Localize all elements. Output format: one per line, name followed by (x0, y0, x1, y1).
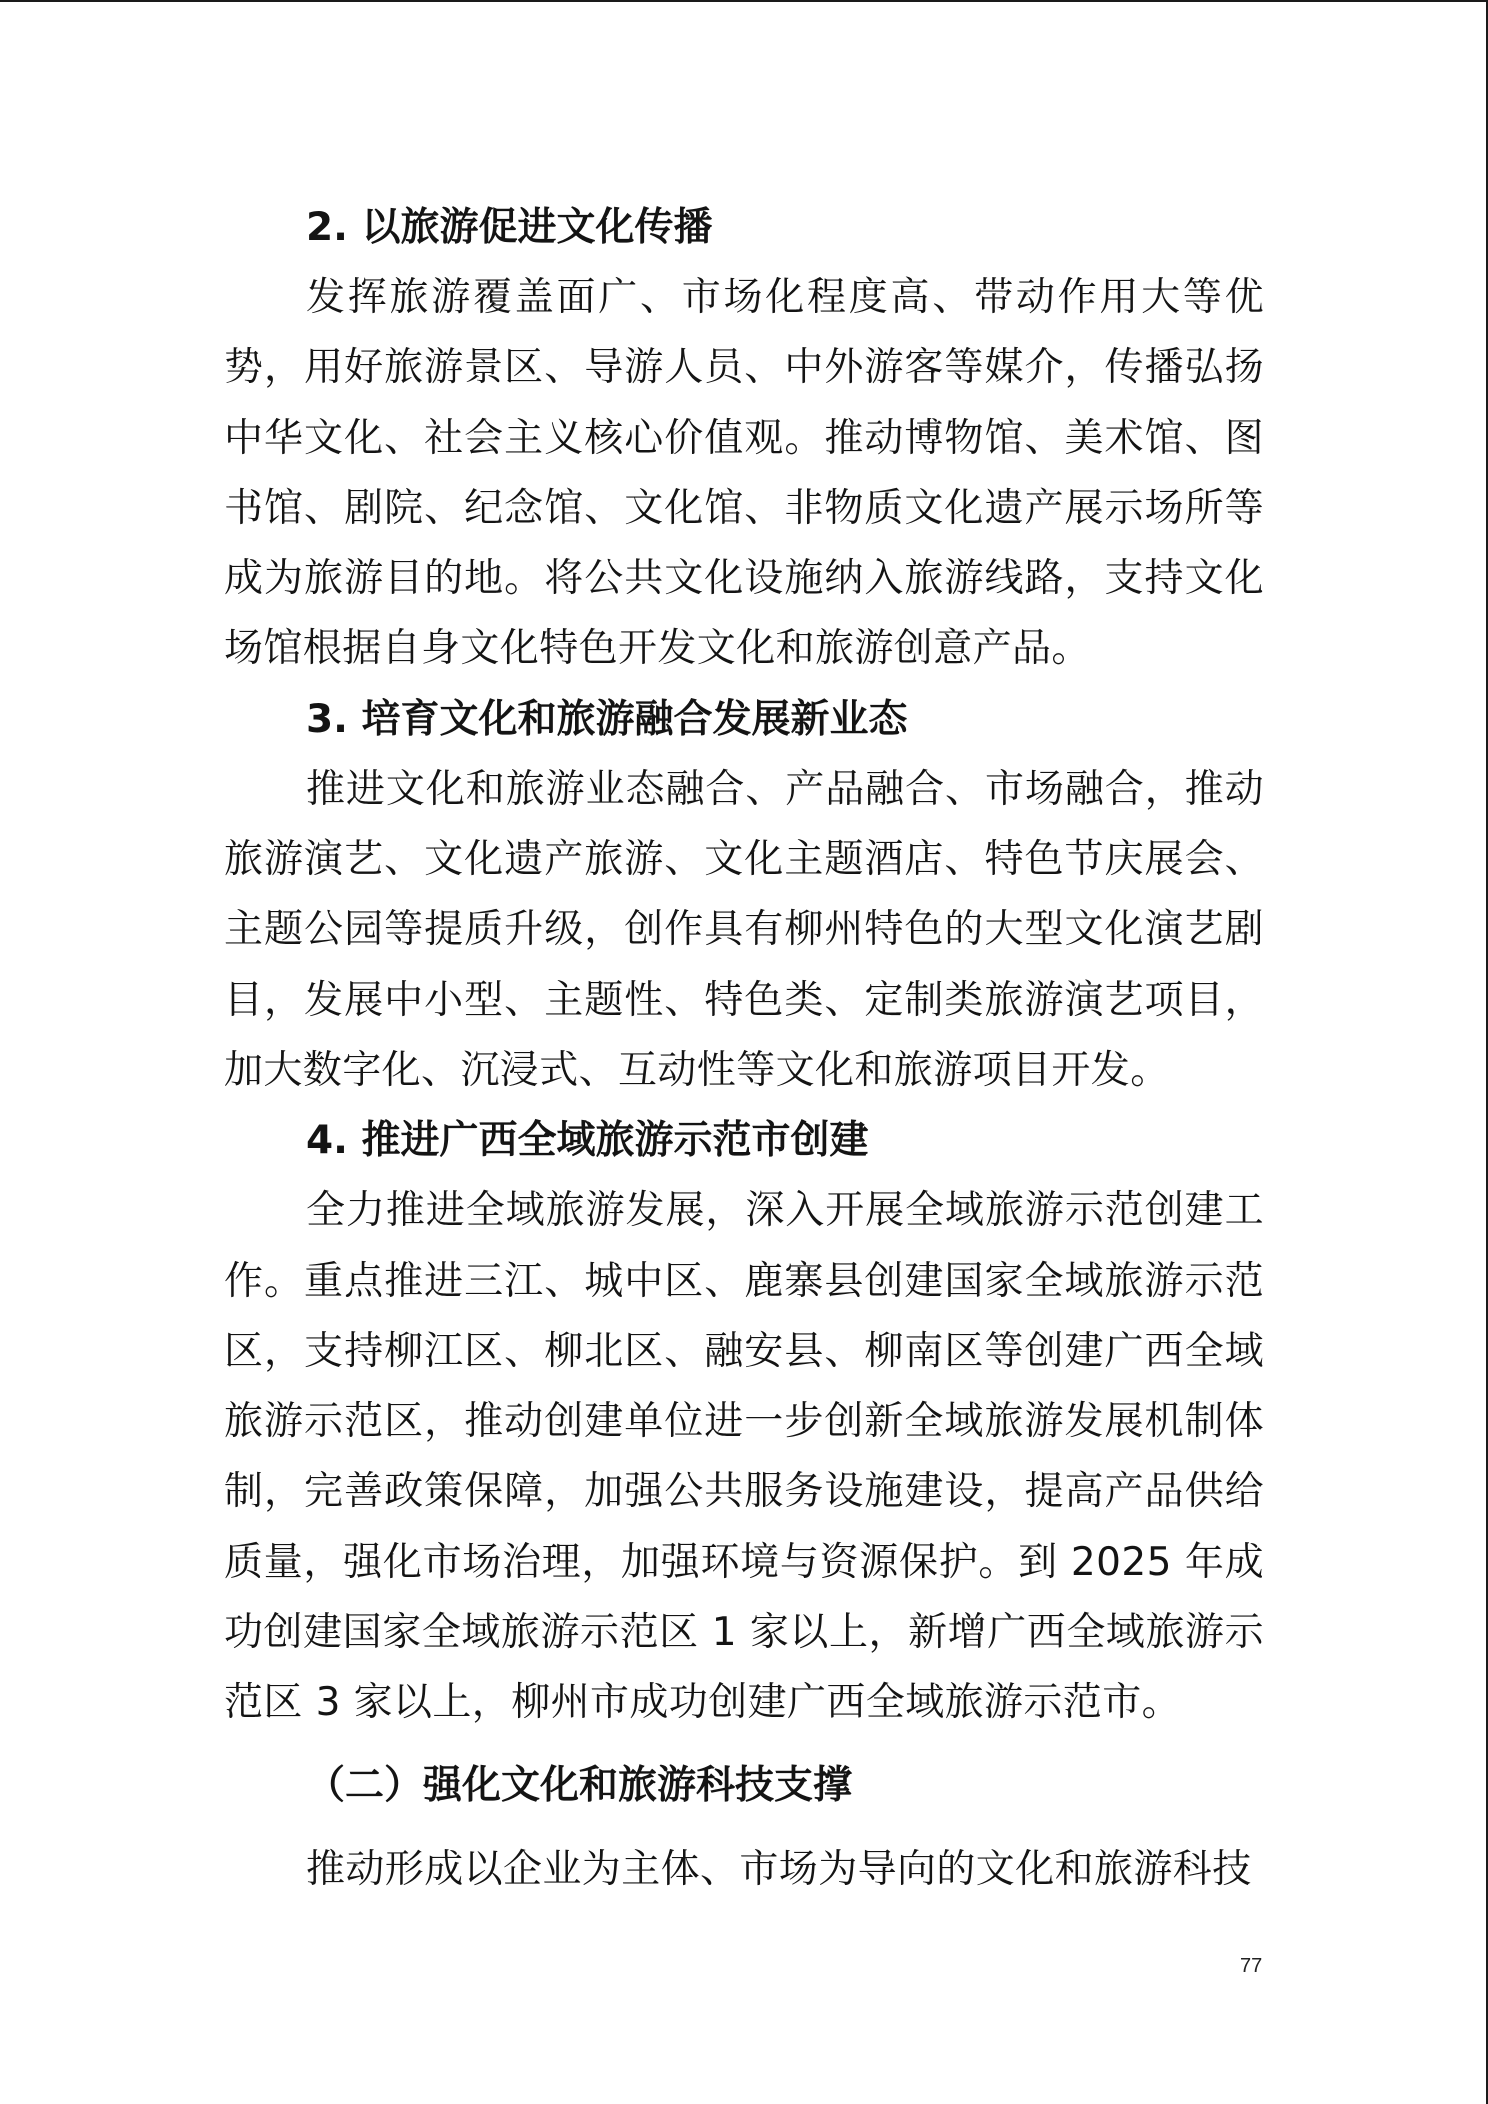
paragraph-demonstration-city: 全力推进全域旅游发展，深入开展全域旅游示范创建工作。重点推进三江、城中区、鹿寨县创建国家全域旅游示范区，支持柳江区、柳北区、融安县、柳南区等创建广西全域旅游示范区，推动创建单位进一步创新全域旅游发展机制体制，完善政策保障，加强公共服务设施建设，提高产品供给质量，强化市场治理，加强环境与资源保护。到 2025 年成功创建国家全域旅游示范区 1 家以上，新增广西全域旅游示范区 3 家以上，柳州市成功创建广西全域旅游示范市。 (224, 1188, 1264, 1726)
heading-new-business-forms: 3. 培育文化和旅游融合发展新业态 (306, 696, 908, 742)
paragraph-tech-support: 推动形成以企业为主体、市场为导向的文化和旅游科技 (306, 1846, 1252, 1892)
paragraph-new-business-forms: 推进文化和旅游业态融合、产品融合、市场融合，推动旅游演艺、文化遗产旅游、文化主题酒店、特色节庆展会、主题公园等提质升级，创作具有柳州特色的大型文化演艺剧目，发展中小型、主题性、特色类、定制类旅游演艺项目，加大数字化、沉浸式、互动性等文化和旅游项目开发。 (224, 766, 1264, 1093)
page-top-border (0, 0, 1488, 2)
section-heading-tech-support: （二）强化文化和旅游科技支撑 (306, 1762, 853, 1808)
page-number: 77 (1240, 1955, 1263, 1977)
paragraph-cultural-spread: 发挥旅游覆盖面广、市场化程度高、带动作用大等优势，用好旅游景区、导游人员、中外游客等媒介，传播弘扬中华文化、社会主义核心价值观。推动博物馆、美术馆、图书馆、剧院、纪念馆、文化馆、非物质文化遗产展示场所等成为旅游目的地。将公共文化设施纳入旅游线路，支持文化场馆根据自身文化特色开发文化和旅游创意产品。 (224, 275, 1264, 672)
document-page (224, 193, 1264, 1905)
heading-demonstration-city: 4. 推进广西全域旅游示范市创建 (306, 1118, 869, 1164)
heading-cultural-spread: 2. 以旅游促进文化传播 (306, 205, 713, 250)
